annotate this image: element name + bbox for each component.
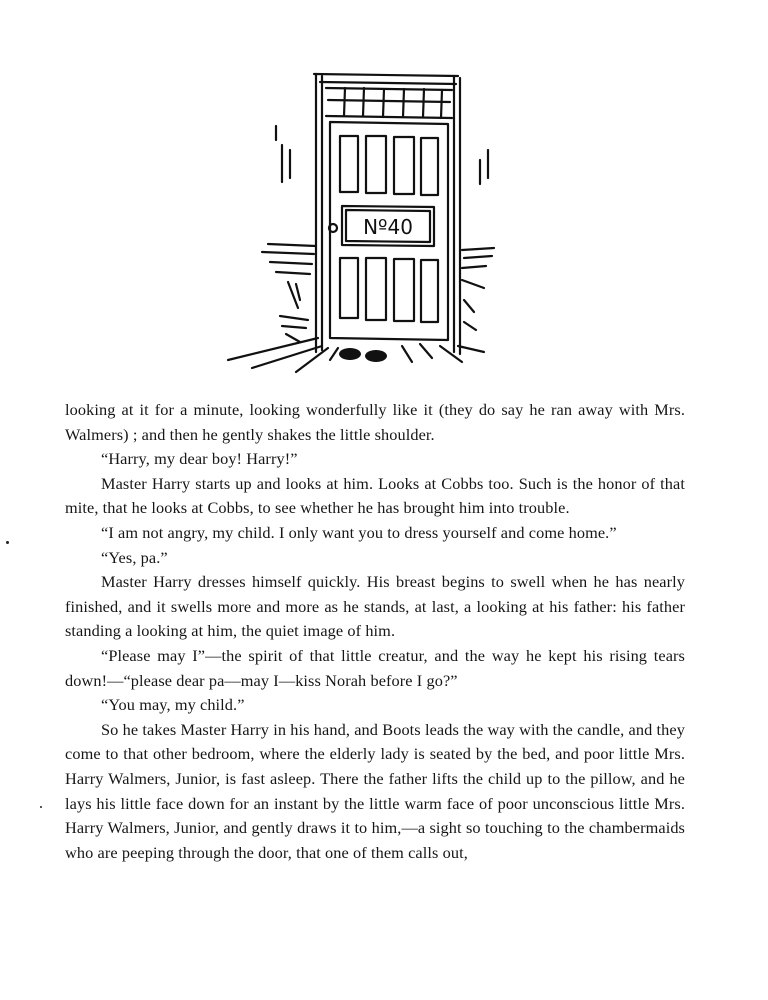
paragraph: “I am not angry, my child. I only want you to dress yourself and come home.” [101,522,617,542]
door-illustration [220,62,510,382]
paragraph: So he takes Master Harry in his hand, and Boots leads the way with the candle, and they come to that other bedroom, where the elderly lady is seated by the bed, and poor little Mrs. Harry Walmers, Junior, is fast asleep. There the father lifts the child up to the pillow, and he lays his little face down for an instant by the little warm face of poor unconscious little Mrs. Harry Walmers, Junior, and gently draws it to him,—a sight so touching to the chambermaids who are peeping through the door, that one of them calls out, [65,719,685,862]
paragraph: “You may, my child.” [101,695,245,715]
paragraph: Master Harry starts up and looks at him. Looks at Cobbs too. Such is the honor of that mite, that he looks at Cobbs, to see whether he has brought him into trouble. [65,473,685,518]
paragraph: “Yes, pa.” [101,547,168,567]
paragraph: looking at it for a minute, looking wonderfully like it (they do say he ran away with Mrs. Walmers) ; and then he gently shakes the little shoulder. [65,400,685,444]
print-speck [40,806,42,808]
story-text [65,398,685,865]
paragraph: “Please may I”—the spirit of that little creatur, and the way he kept his rising tears down!—“please dear pa—may I—kiss Norah before I go?” [65,645,685,690]
print-speck [6,541,9,544]
paragraph: “Harry, my dear boy! Harry!” [101,449,298,469]
door-number-label: Nº40 [363,215,413,239]
paragraph: Master Harry dresses himself quickly. His breast begins to swell when he has nearly finished, and it swells more and more as he stands, at last, a looking at his father: his father standing a looking at him, the quiet image of him. [65,572,685,641]
